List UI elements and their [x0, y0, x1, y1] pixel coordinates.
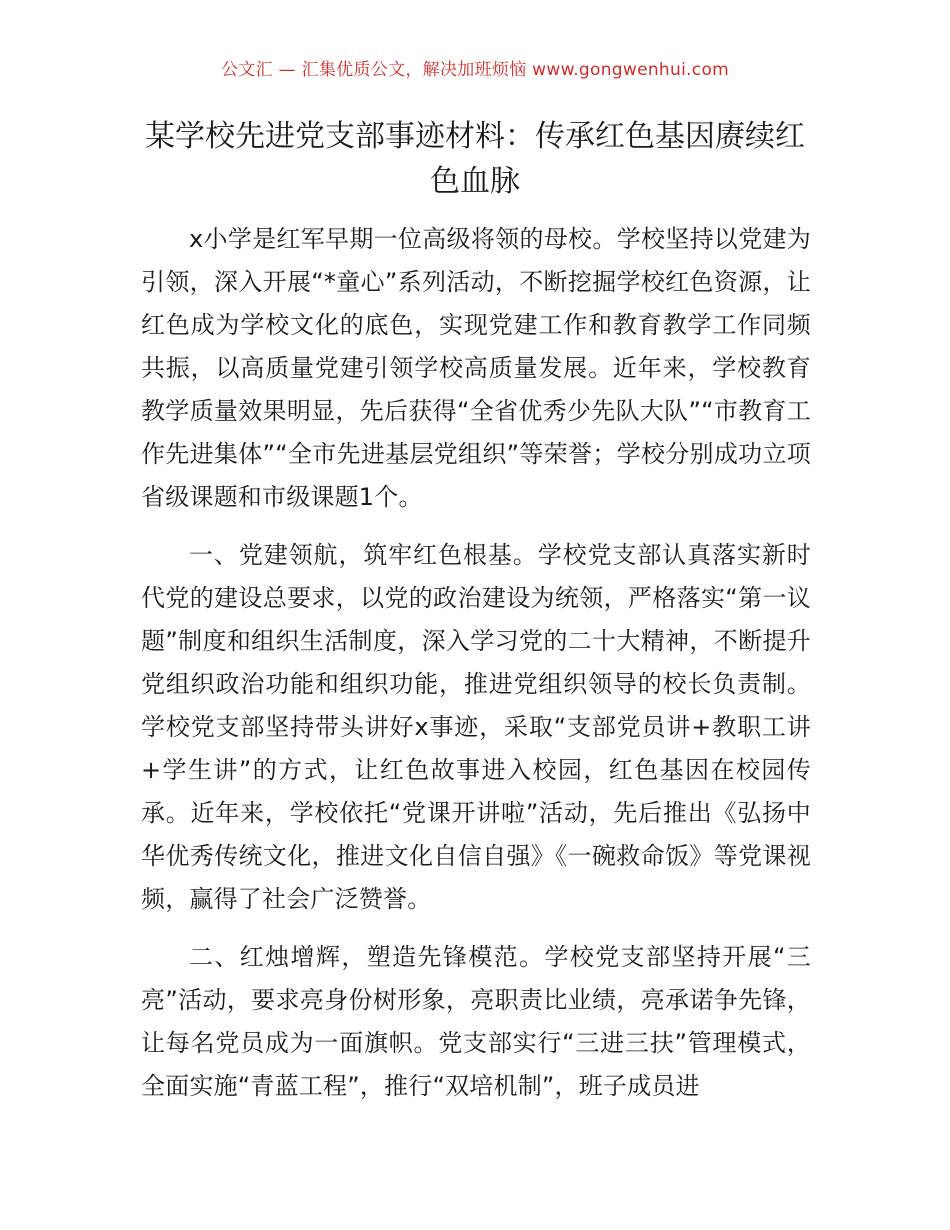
paragraph-section-2: 二、红烛增辉，塑造先锋模范。学校党支部坚持开展“三亮”活动，要求亮身份树形象，亮职责比业绩，亮承诺争先锋，让每名党员成为一面旗帜。党支部实行“三进三扶”管理模式，全面实施“青蓝工程”，推行“双培机制”，班子成员进	[141, 943, 811, 1100]
document-title: 某学校先进党支部事迹材料：传承红色基因赓续红色血脉	[145, 119, 805, 199]
watermark-header[interactable]: 公文汇 — 汇集优质公文，解决加班烦恼 www.gongwenhui.com	[220, 60, 730, 80]
document-body	[141, 218, 811, 1123]
paragraph-intro: x小学是红军早期一位高级将领的母校。学校坚持以党建为引领，深入开展“*童心”系列活动，不断挖掘学校红色资源，让红色成为学校文化的底色，实现党建工作和教育教学工作同频共振，以高质量党建引领学校高质量发展。近年来，学校教育教学质量效果明显，先后获得“全省优秀少先队大队”“市教育工作先进集体”“全市先进基层党组织”等荣誉；学校分别成功立项省级课题和市级课题1个。	[141, 225, 811, 511]
paragraph-section-1: 一、党建领航，筑牢红色根基。学校党支部认真落实新时代党的建设总要求，以党的政治建设为统领，严格落实“第一议题”制度和组织生活制度，深入学习党的二十大精神，不断提升党组织政治功能和组织功能，推进党组织领导的校长负责制。学校党支部坚持带头讲好x事迹，采取“支部党员讲+教职工讲+学生讲”的方式，让红色故事进入校园，红色基因在校园传承。近年来，学校依托“党课开讲啦”活动，先后推出《弘扬中华优秀传统文化，推进文化自信自强》《一碗救命饭》等党课视频，赢得了社会广泛赞誉。	[141, 541, 811, 913]
